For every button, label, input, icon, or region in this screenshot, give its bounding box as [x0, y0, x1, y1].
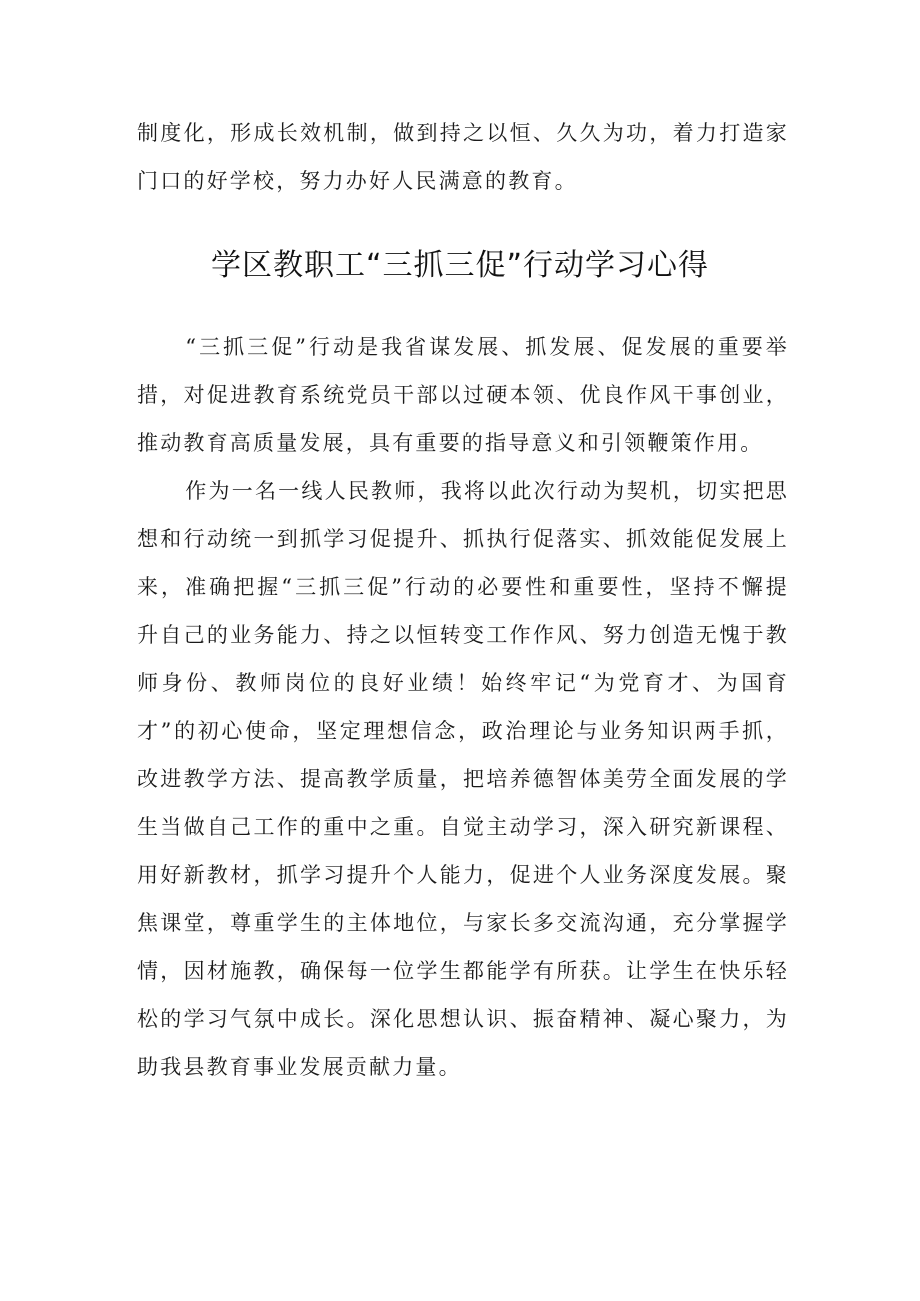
intro-paragraph: 制度化，形成长效机制，做到持之以恒、久久为功，着力打造家门口的好学校，努力办好人民满意的教育。	[137, 121, 789, 193]
intro-text	[137, 109, 789, 205]
body-text	[137, 323, 789, 1091]
body-paragraph-2: 作为一名一线人民教师，我将以此次行动为契机，切实把思想和行动统一到抓学习促提升、抓执行促落实、抓效能促发展上来，准确把握“三抓三促”行动的必要性和重要性，坚持不懈提升自己的业务能力、持之以恒转变工作作风、努力创造无愧于教师身份、教师岗位的良好业绩！始终牢记“为党育才、为国育才”的初心使命，坚定理想信念，政治理论与业务知识两手抓，改进教学方法、提高教学质量，把培养德智体美劳全面发展的学生当做自己工作的重中之重。自觉主动学习，深入研究新课程、用好新教材，抓学习提升个人能力，促进个人业务深度发展。聚焦课堂，尊重学生的主体地位，与家长多交流沟通，充分掌握学情，因材施教，确保每一位学生都能学有所获。让学生在快乐轻松的学习气氛中成长。深化思想认识、振奋精神、凝心聚力，为助我县教育事业发展贡献力量。	[137, 479, 789, 1079]
body-paragraph-1: “三抓三促”行动是我省谋发展、抓发展、促发展的重要举措，对促进教育系统党员干部以过硬本领、优良作风干事创业，推动教育高质量发展，具有重要的指导意义和引领鞭策作用。	[137, 335, 789, 455]
document-title: 学区教职工“三抓三促”行动学习心得	[210, 248, 710, 283]
